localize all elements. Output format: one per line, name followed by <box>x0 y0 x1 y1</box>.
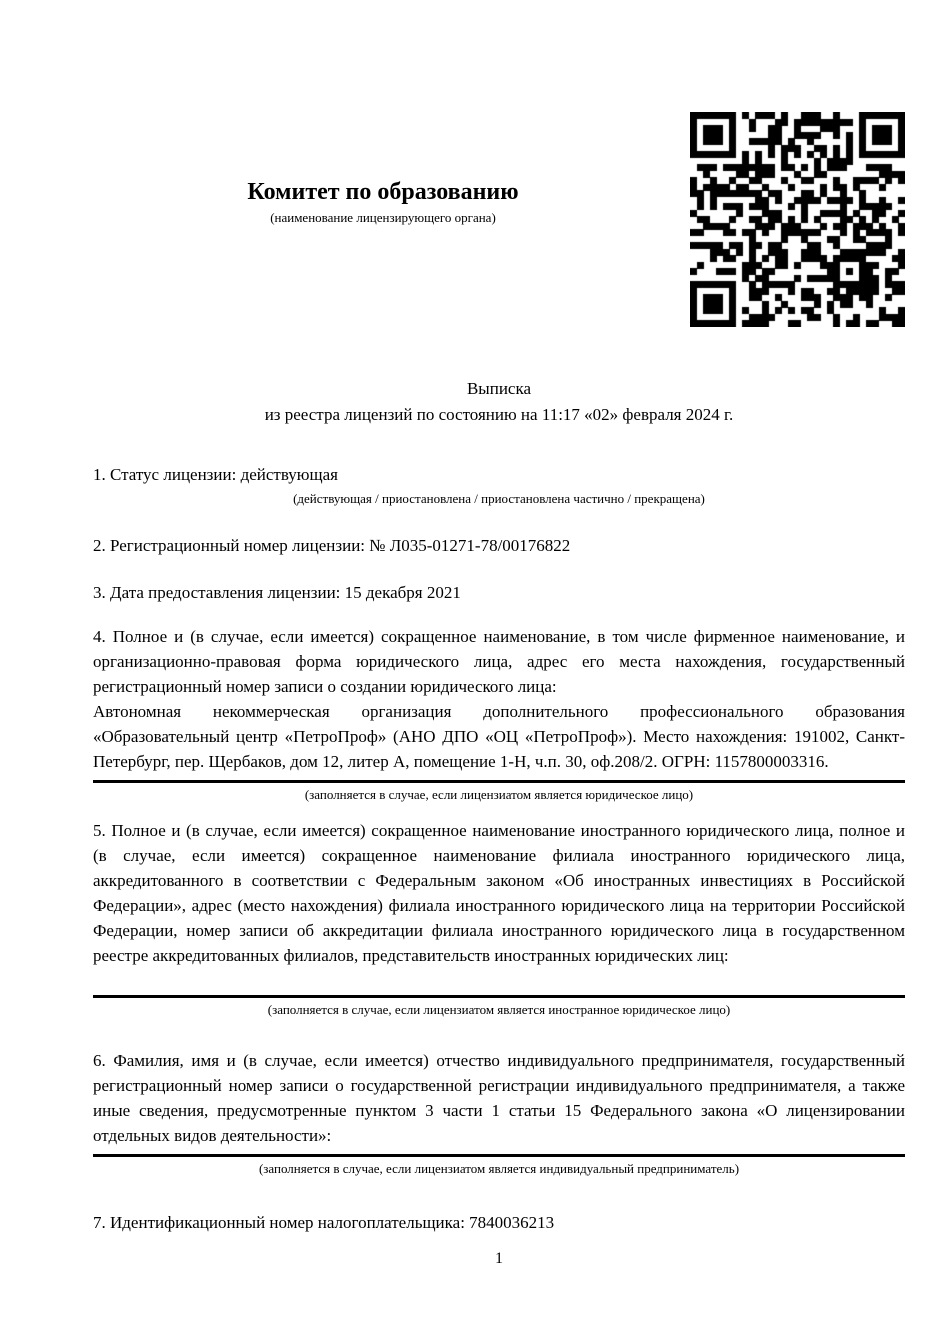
item-individual-entrepreneur <box>93 1048 905 1177</box>
individual-entrepreneur-label: 6. Фамилия, имя и (в случае, если имеется) отчество индивидуального предпринимателя, государственный регистрационный номер записи о государственной регистрации индивидуального предпринимателя, а также иные сведения, предусмотренные пунктом 3 части 1 статьи 15 Федерального закона «О лицензировании отдельных видов деятельности»: <box>93 1051 905 1145</box>
fill-in-line <box>93 995 905 998</box>
fill-in-line <box>93 780 905 783</box>
legal-entity-value: Автономная некоммерческая организация дополнительного профессионального образования «Образовательный центр «ПетроПроф» (АНО ДПО «ОЦ «ПетроПроф»). Место нахождения: 191002, Санкт-Петербург, пер. Щербаков, дом 12, литер А, помещение 1-Н, ч.п. 30, оф.208/2. ОГРН: 1157800003316. <box>93 702 905 771</box>
license-status-options-caption: (действующая / приостановлена / приостановлена частично / прекращена) <box>293 491 705 506</box>
legal-entity-caption: (заполняется в случае, если лицензиатом является юридическое лицо) <box>304 787 694 802</box>
item-legal-entity <box>93 624 905 803</box>
document-title <box>93 376 905 428</box>
individual-entrepreneur-caption: (заполняется в случае, если лицензиатом является индивидуальный предприниматель) <box>258 1161 740 1176</box>
licensing-authority-block <box>93 178 673 226</box>
item-registration-number <box>93 533 905 559</box>
item-foreign-entity <box>93 818 905 1018</box>
document-header <box>93 0 905 346</box>
fill-in-line <box>93 1154 905 1157</box>
registration-number-text: 2. Регистрационный номер лицензии: № Л035-01271-78/00176822 <box>93 536 571 555</box>
foreign-entity-label: 5. Полное и (в случае, если имеется) сокращенное наименование иностранного юридического лица, полное и (в случае, если имеется) сокращенное наименование филиала иностранного юридического лица, аккредитованного в соответствии с Федеральным законом «Об иностранных инвестициях в Российской Федерации», адрес (место нахождения) филиала иностранного юридического лица на территории Российской Федерации, номер записи об аккредитации филиала иностранного юридического лица в государственном реестре аккредитованных филиалов, представительств иностранных юридических лиц: <box>93 821 905 965</box>
document-title-line2: из реестра лицензий по состоянию на 11:17 «02» февраля 2024 г. <box>264 405 734 424</box>
qr-code <box>690 112 905 327</box>
licensing-authority-name: Комитет по образованию <box>247 179 519 205</box>
license-date-text: 3. Дата предоставления лицензии: 15 декабря 2021 <box>93 583 461 602</box>
page-number: 1 <box>495 1250 503 1267</box>
taxpayer-number-text: 7. Идентификационный номер налогоплательщика: 7840036213 <box>93 1213 555 1232</box>
item-license-date <box>93 580 905 606</box>
licensing-authority-caption: (наименование лицензирующего органа) <box>270 210 496 225</box>
document-title-line1: Выписка <box>466 379 532 398</box>
license-status-text: 1. Статус лицензии: действующая <box>93 465 338 484</box>
item-taxpayer-number <box>93 1210 905 1236</box>
legal-entity-label: 4. Полное и (в случае, если имеется) сокращенное наименование, в том числе фирменное наименование, и организационно-правовая форма юридического лица, адрес его места нахождения, государственный регистрационный номер записи о создании юридического лица: <box>93 627 905 696</box>
foreign-entity-caption: (заполняется в случае, если лицензиатом является иностранное юридическое лицо) <box>267 1002 731 1017</box>
item-license-status <box>93 462 905 507</box>
